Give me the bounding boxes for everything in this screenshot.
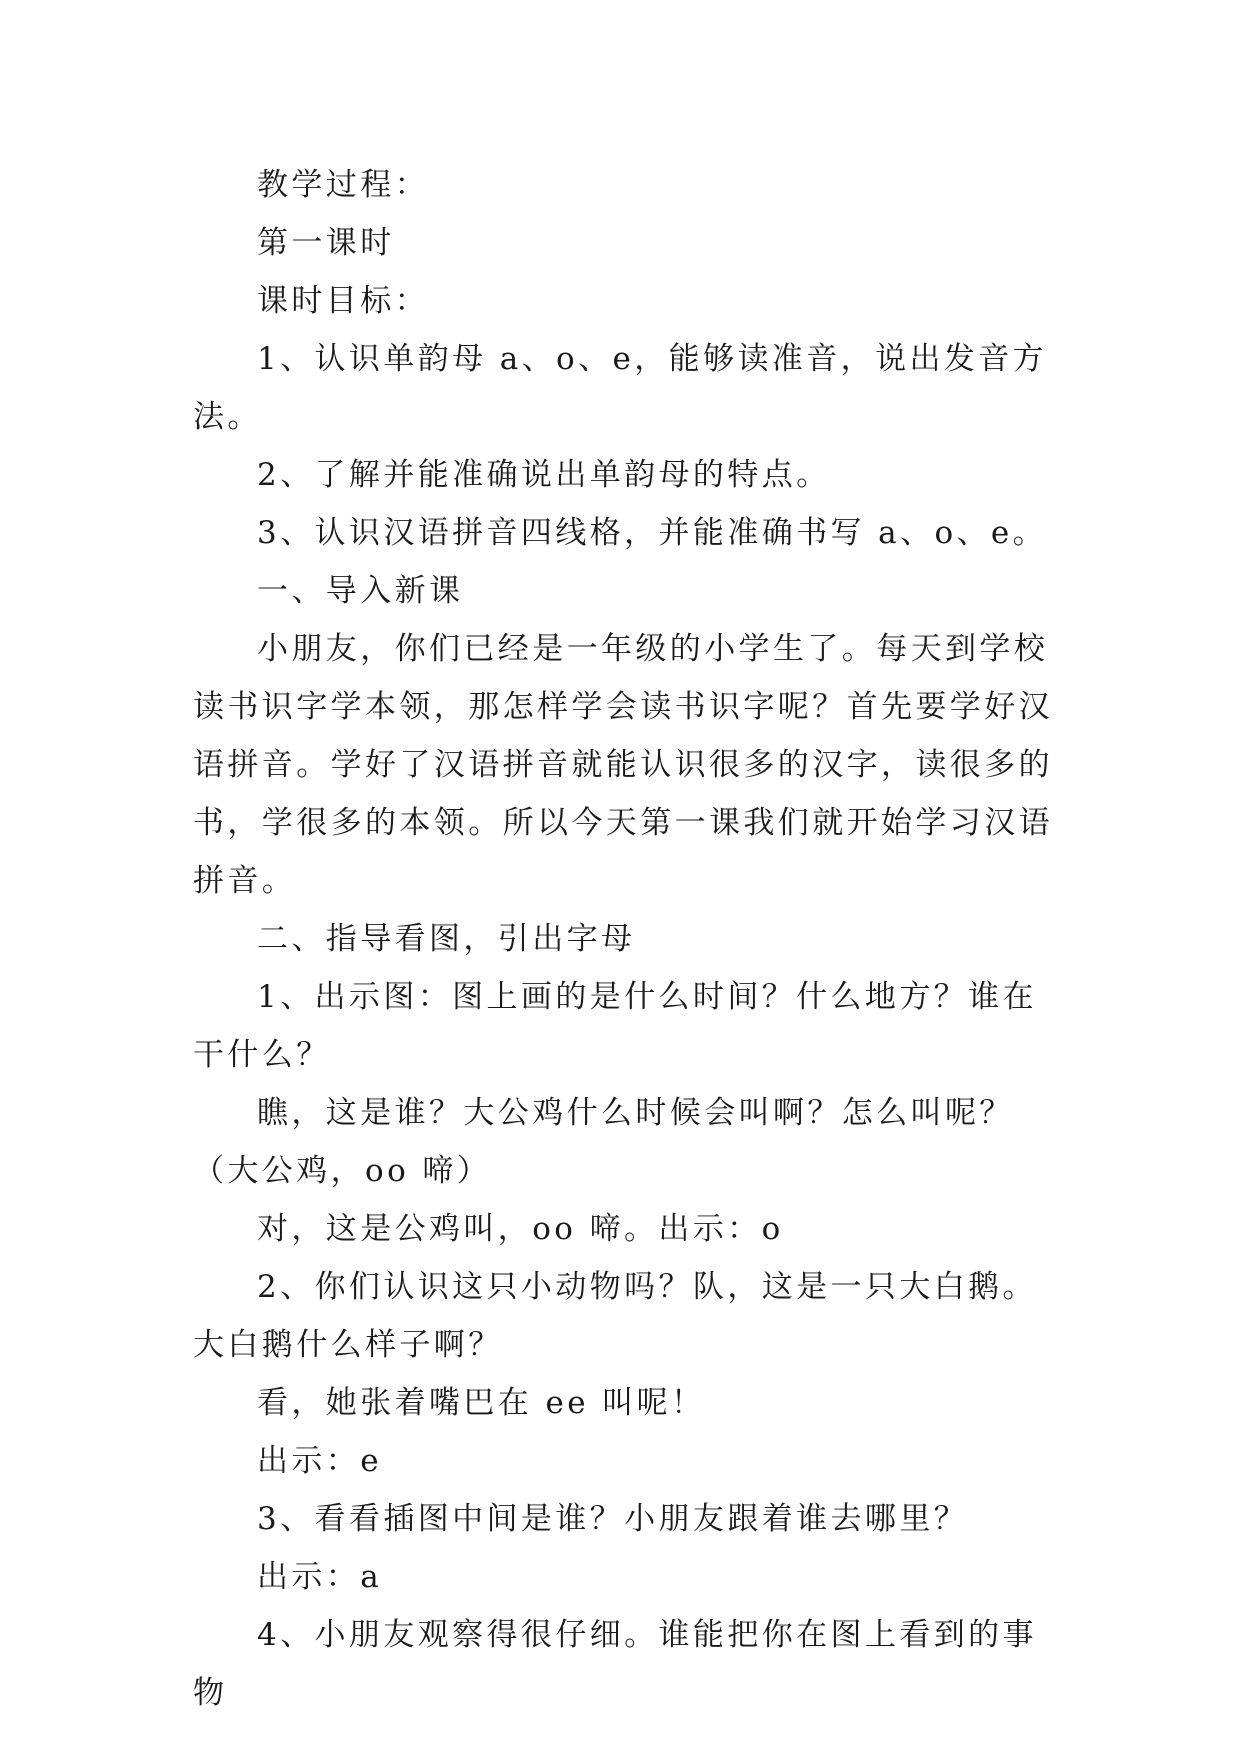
goal-item-2: 2、了解并能准确说出单韵母的特点。 [257, 457, 831, 493]
section-heading-pictures: 二、指导看图，引出字母 [257, 921, 636, 957]
paragraph-show-a: 出示：a [257, 1559, 383, 1595]
heading-first-lesson: 第一课时 [257, 225, 395, 261]
paragraph-goose-ee: 看，她张着嘴巴在 ee 叫呢！ [257, 1385, 706, 1421]
heading-lesson-goals: 课时目标： [257, 283, 429, 319]
paragraph-show-o: 对，这是公鸡叫，oo 啼。出示：o [257, 1211, 784, 1247]
step-2-goose: 2、你们认识这只小动物吗？队，这是一只大白鹅。大白鹅什么样子啊？ [193, 1269, 1037, 1363]
heading-teaching-process: 教学过程： [257, 167, 429, 203]
document-body [193, 156, 1061, 1722]
paragraph-rooster: 瞧，这是谁？大公鸡什么时候会叫啊？怎么叫呢？（大公鸡，oo 啼） [193, 1095, 1014, 1189]
paragraph-intro: 小朋友，你们已经是一年级的小学生了。每天到学校读书识字学本领，那怎样学会读书识字呢？首先要学好汉语拼音。学好了汉语拼音就能认识很多的汉字，读很多的书，学很多的本领。所以今天第一课我们就开始学习汉语拼音。 [193, 631, 1053, 899]
paragraph-show-e: 出示：e [257, 1443, 382, 1479]
section-heading-intro: 一、导入新课 [257, 573, 464, 609]
step-3-illustration: 3、看看插图中间是谁？小朋友跟着谁去哪里？ [257, 1501, 969, 1537]
goal-item-3: 3、认识汉语拼音四线格，并能准确书写 a、o、e。 [257, 515, 1048, 551]
step-1-question: 1、出示图：图上画的是什么时间？什么地方？谁在干什么？ [193, 979, 1037, 1073]
step-4-observation: 4、小朋友观察得很仔细。谁能把你在图上看到的事物 [193, 1617, 1037, 1711]
goal-item-1: 1、认识单韵母 a、o、e，能够读准音，说出发音方法。 [193, 341, 1048, 435]
